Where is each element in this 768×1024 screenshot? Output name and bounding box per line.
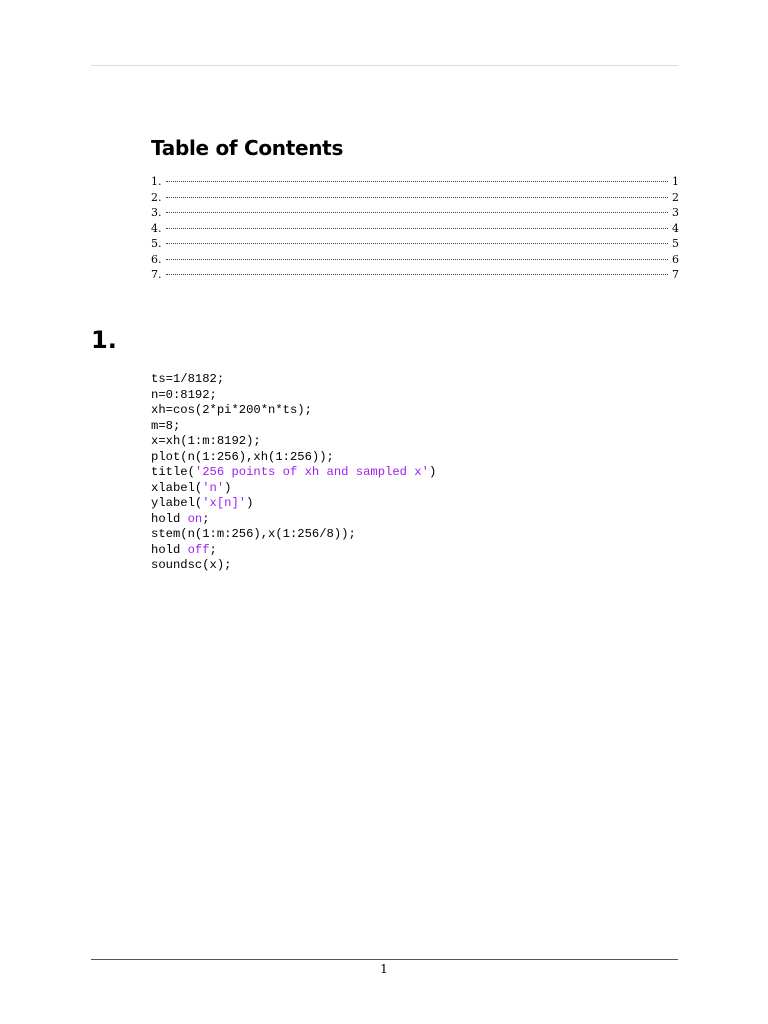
code-line (151, 512, 436, 528)
toc-entry-number: 1. (151, 175, 162, 188)
code-text: xlabel( (151, 480, 203, 495)
code-line (151, 388, 436, 404)
toc-entry-5[interactable] (151, 236, 679, 252)
code-line (151, 527, 436, 543)
code-text: stem(n(1:m:256),x(1:256/8)); (151, 527, 356, 541)
toc-entry-page: 3 (672, 206, 679, 219)
code-line (151, 434, 436, 450)
code-text: soundsc(x); (151, 558, 232, 572)
toc-entry-3[interactable] (151, 205, 679, 221)
toc-dot-leader (166, 228, 669, 229)
code-line (151, 372, 436, 388)
toc-dot-leader (166, 243, 669, 244)
code-line (151, 543, 436, 559)
toc-dot-leader (166, 181, 669, 182)
code-line (151, 558, 436, 574)
toc-entry-page: 6 (672, 252, 679, 266)
code-text: ; (209, 542, 217, 557)
toc-dot-leader (166, 259, 669, 260)
code-keyword: on (187, 511, 203, 526)
code-text: xh=cos(2*pi*200*n*ts); (151, 403, 312, 417)
header-rule (91, 65, 678, 66)
toc-entry-number: 2. (151, 190, 162, 204)
code-text: plot(n(1:256),xh(1:256)); (151, 449, 334, 464)
code-line (151, 403, 436, 419)
code-text: ) (428, 465, 437, 479)
code-string-literal: 'x[n]' (202, 496, 247, 510)
code-text: ) (224, 480, 232, 495)
toc-heading: Table of Contents (151, 136, 344, 160)
page-number: 1 (380, 962, 388, 976)
code-listing (151, 372, 436, 574)
code-text: ts=1/8182; (151, 372, 225, 386)
toc-entry-number: 4. (151, 221, 162, 235)
toc-entry-2[interactable] (151, 190, 679, 206)
toc-entry-number: 5. (151, 237, 162, 250)
toc-entry-page: 5 (672, 237, 679, 250)
toc-entry-number: 7. (151, 268, 162, 281)
toc-entry-6[interactable] (151, 252, 679, 268)
toc-entry-7[interactable] (151, 267, 679, 283)
toc-dot-leader (166, 197, 669, 198)
code-text: m=8; (151, 418, 181, 433)
code-string-literal: '256 points of xh and sampled x' (194, 465, 429, 479)
code-text: hold (151, 542, 188, 557)
footer-rule (91, 959, 678, 960)
toc-dot-leader (166, 274, 669, 275)
code-line (151, 481, 436, 497)
code-keyword: off (187, 542, 210, 557)
code-text: ylabel( (151, 496, 203, 510)
table-of-contents (151, 174, 679, 283)
toc-dot-leader (166, 212, 669, 213)
code-text: x=xh(1:m:8192); (151, 434, 261, 448)
toc-entry-1[interactable] (151, 174, 679, 190)
code-line (151, 419, 436, 435)
code-line (151, 465, 436, 481)
toc-entry-page: 4 (672, 221, 679, 235)
toc-entry-page: 7 (672, 268, 679, 281)
toc-entry-number: 3. (151, 206, 162, 219)
toc-entry-page: 1 (672, 175, 679, 188)
code-text: title( (151, 465, 195, 479)
code-text: n=0:8192; (151, 387, 217, 402)
code-text: ; (202, 511, 210, 526)
code-string-literal: 'n' (202, 480, 225, 495)
section-heading: 1. (91, 326, 117, 354)
toc-entry-4[interactable] (151, 221, 679, 237)
toc-entry-number: 6. (151, 252, 162, 266)
code-line (151, 450, 436, 466)
code-text: ) (246, 496, 254, 510)
code-line (151, 496, 436, 512)
code-text: hold (151, 511, 188, 526)
toc-entry-page: 2 (672, 190, 679, 204)
